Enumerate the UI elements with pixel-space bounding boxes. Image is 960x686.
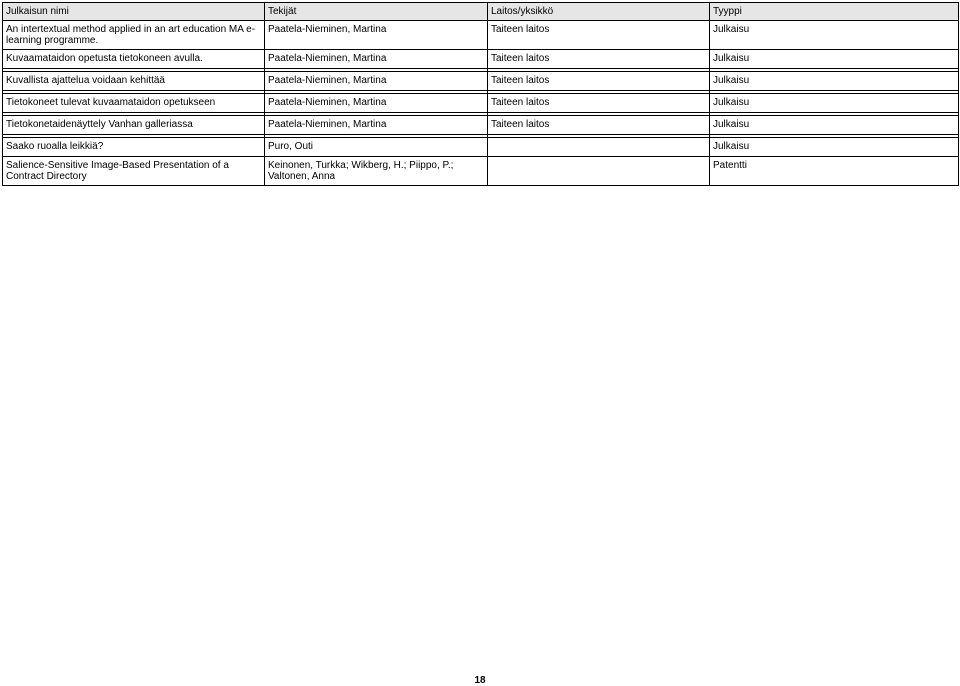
cell-department: Taiteen laitos [488,21,710,50]
cell-type: Julkaisu [710,72,959,91]
table-row [3,116,959,135]
header-row [3,3,959,21]
cell-type: Julkaisu [710,138,959,157]
cell-authors: Paatela-Nieminen, Martina [265,50,488,69]
table-row [3,94,959,113]
header-department: Laitos/yksikkö [488,3,710,21]
table-row [3,138,959,157]
cell-type: Julkaisu [710,21,959,50]
page-number: 18 [474,675,486,686]
cell-title: Salience-Sensitive Image-Based Presentation of a Contract Directory [3,157,265,186]
cell-department: Taiteen laitos [488,50,710,69]
publications-table [2,2,959,186]
cell-type: Julkaisu [710,50,959,69]
cell-title: Tietokonetaidenäyttely Vanhan galleriassa [3,116,265,135]
cell-authors: Keinonen, Turkka; Wikberg, H.; Piippo, P.; Valtonen, Anna [265,157,488,186]
cell-title: Tietokoneet tulevat kuvaamataidon opetukseen [3,94,265,113]
table-row [3,50,959,69]
cell-department: Taiteen laitos [488,94,710,113]
table-row [3,21,959,50]
cell-type: Julkaisu [710,94,959,113]
cell-title: Kuvaamataidon opetusta tietokoneen avulla. [3,50,265,69]
header-title: Julkaisun nimi [3,3,265,21]
cell-department: Taiteen laitos [488,116,710,135]
cell-department: Taiteen laitos [488,72,710,91]
cell-department [488,138,710,157]
table-row [3,72,959,91]
cell-title: Saako ruoalla leikkiä? [3,138,265,157]
cell-type: Julkaisu [710,116,959,135]
cell-authors: Paatela-Nieminen, Martina [265,94,488,113]
cell-title: Kuvallista ajattelua voidaan kehittää [3,72,265,91]
cell-type: Patentti [710,157,959,186]
cell-authors: Paatela-Nieminen, Martina [265,72,488,91]
table-row [3,157,959,186]
cell-authors: Paatela-Nieminen, Martina [265,21,488,50]
cell-department [488,157,710,186]
header-type: Tyyppi [710,3,959,21]
cell-authors: Paatela-Nieminen, Martina [265,116,488,135]
cell-title: An intertextual method applied in an art education MA e-learning programme. [3,21,265,50]
cell-authors: Puro, Outi [265,138,488,157]
header-authors: Tekijät [265,3,488,21]
